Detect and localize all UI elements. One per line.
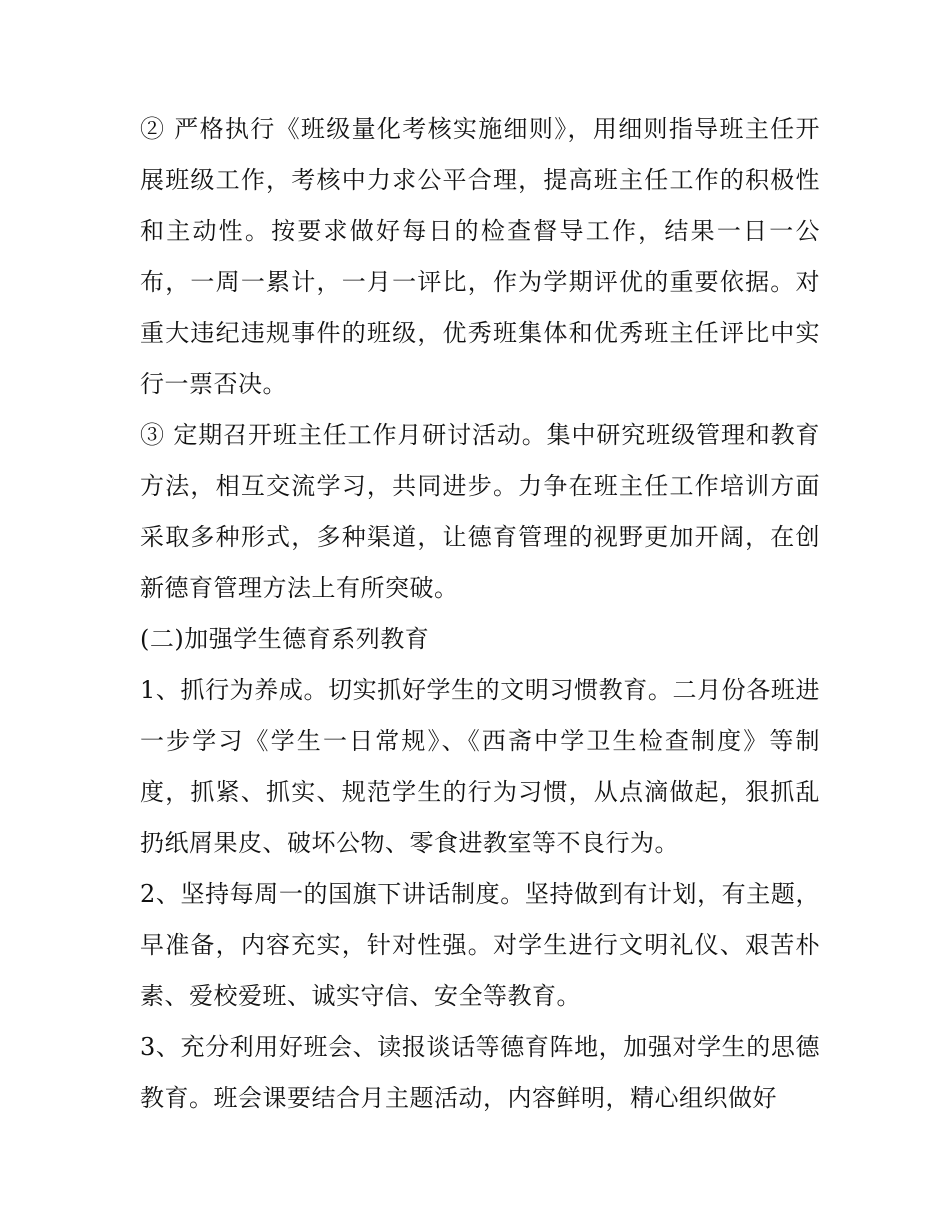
paragraph-class-meetings: 3、充分利用好班会、读报谈话等德育阵地，加强对学生的思德教育。班会课要结合月主题活动，内容鲜明，精心组织做好 (140, 1033, 820, 1112)
paragraph-behavior-habits: 1、抓行为养成。切实抓好学生的文明习惯教育。二月份各班进一步学习《学生一日常规》、《西斋中学卫生检查制度》等制度，抓紧、抓实、规范学生的行为习惯，从点滴做起，狠抓乱扔纸屑果皮、破坏公物、零食进教室等不良行为。 (140, 676, 820, 857)
paragraph-monthly-seminar: ③ 定期召开班主任工作月研讨活动。集中研究班级管理和教育方法，相互交流学习，共同进步。力争在班主任工作培训方面采取多种形式，多种渠道，让德育管理的视野更加开阔，在创新德育管理方法上有所突破。 (140, 421, 820, 602)
document-body (140, 104, 820, 1124)
section-heading-moral-education: (二)加强学生德育系列教育 (140, 625, 430, 653)
paragraph-flag-speech: 2、坚持每周一的国旗下讲话制度。坚持做到有计划，有主题，早准备，内容充实，针对性强。对学生进行文明礼仪、艰苦朴素、爱校爱班、诚实守信、安全等教育。 (140, 880, 820, 1010)
paragraph-assessment-rules: ② 严格执行《班级量化考核实施细则》，用细则指导班主任开展班级工作，考核中力求公平合理，提高班主任工作的积极性和主动性。按要求做好每日的检查督导工作，结果一日一公布，一周一累计，一月一评比，作为学期评优的重要依据。对重大违纪违规事件的班级，优秀班集体和优秀班主任评比中实行一票否决。 (140, 115, 820, 398)
